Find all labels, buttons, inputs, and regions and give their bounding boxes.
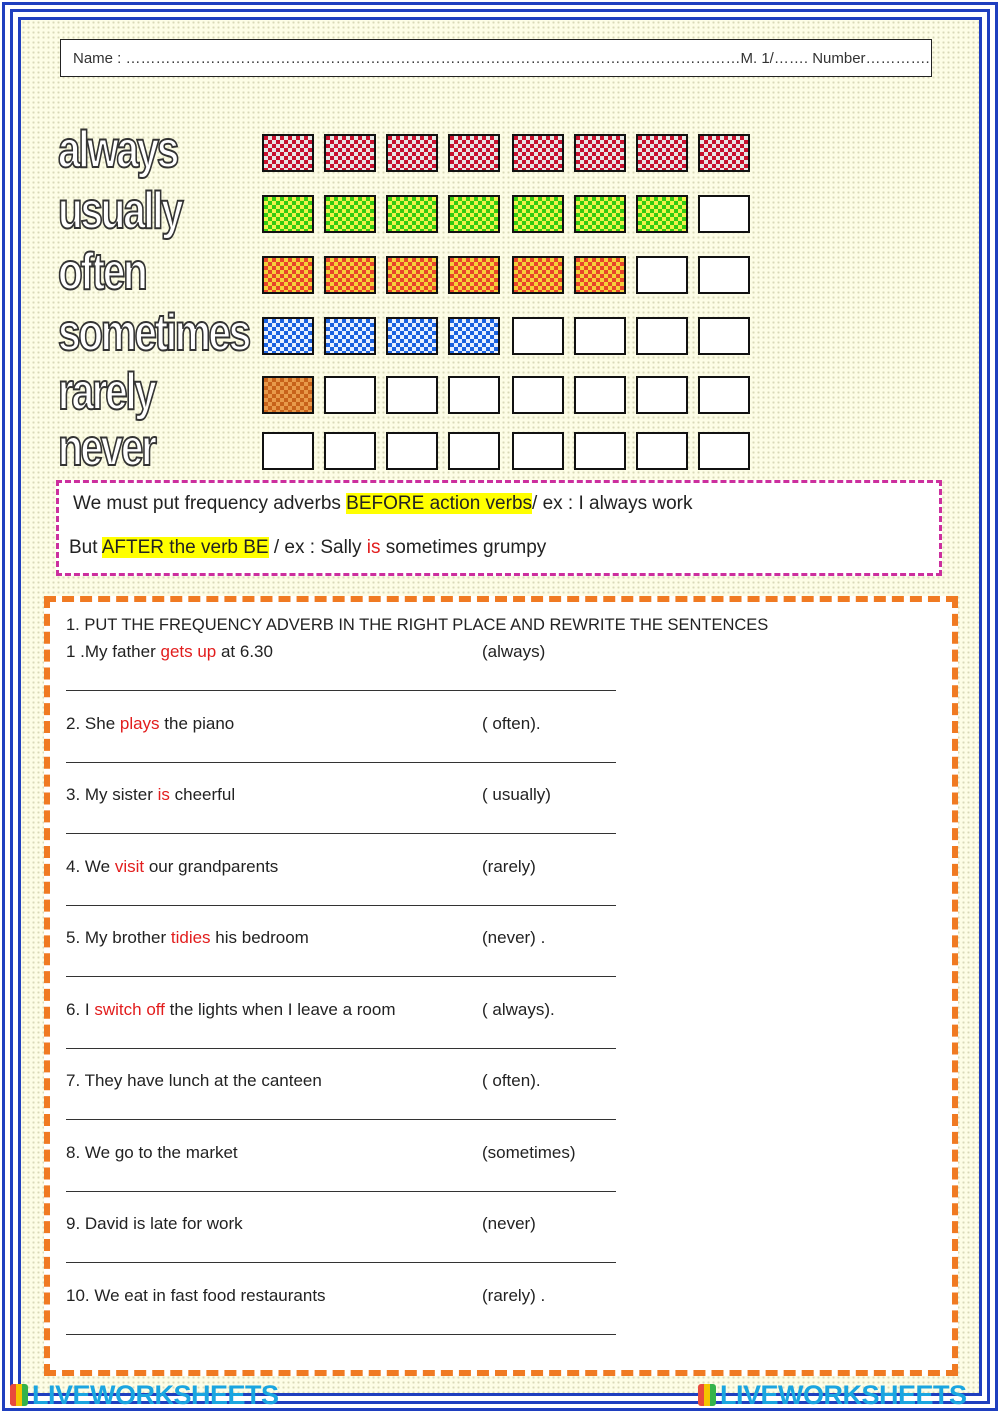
- frequency-box-empty: [698, 432, 750, 470]
- frequency-box-empty: [386, 432, 438, 470]
- adverb-word: rarely: [58, 363, 155, 421]
- frequency-box-filled: [262, 134, 314, 172]
- frequency-box-filled: [636, 195, 688, 233]
- answer-line[interactable]: [66, 754, 616, 763]
- rule-verb-be: is: [366, 537, 381, 558]
- frequency-box-empty: [512, 317, 564, 355]
- highlighted-verb: switch off: [94, 999, 165, 1019]
- frequency-box-filled: [386, 317, 438, 355]
- frequency-box-empty: [448, 376, 500, 414]
- sentence: 8. We go to the market: [66, 1142, 238, 1162]
- frequency-box-filled: [574, 195, 626, 233]
- frequency-box-filled: [698, 134, 750, 172]
- frequency-box-filled: [636, 134, 688, 172]
- exercise-item: [66, 714, 626, 784]
- frequency-box-empty: [512, 432, 564, 470]
- adverb-hint: ( usually): [482, 785, 551, 804]
- frequency-box-filled: [448, 317, 500, 355]
- frequency-box-empty: [636, 376, 688, 414]
- adverb-hint: ( often).: [482, 1071, 541, 1090]
- answer-line[interactable]: [66, 1254, 616, 1263]
- frequency-box-empty: [512, 376, 564, 414]
- answer-line[interactable]: [66, 1183, 616, 1192]
- answer-line[interactable]: [66, 1111, 616, 1120]
- frequency-box-empty: [636, 432, 688, 470]
- frequency-box-empty: [448, 432, 500, 470]
- sentence: 10. We eat in fast food restaurants: [66, 1285, 326, 1305]
- rule-line-before: [73, 493, 693, 515]
- rule-highlight-after: AFTER the verb BE: [101, 537, 269, 558]
- answer-line[interactable]: [66, 825, 616, 834]
- frequency-box-filled: [448, 134, 500, 172]
- frequency-box-empty: [698, 195, 750, 233]
- frequency-box-filled: [386, 256, 438, 294]
- rule-example: / ex : I always work: [532, 493, 693, 514]
- highlighted-verb: plays: [119, 713, 160, 733]
- frequency-box-filled: [262, 376, 314, 414]
- adverb-hint: (always): [482, 642, 546, 661]
- frequency-box-filled: [448, 256, 500, 294]
- adverb-word: often: [58, 243, 146, 301]
- sentence: 7. They have lunch at the canteen: [66, 1071, 322, 1090]
- rule-line-after: [69, 537, 546, 559]
- adverb-hint: (rarely): [482, 856, 536, 876]
- sentence: 1 .My father gets up at 6.30: [66, 642, 273, 661]
- adverb-word: sometimes: [58, 304, 249, 362]
- highlighted-verb: tidies: [170, 928, 211, 947]
- rule-text: But: [69, 537, 102, 558]
- frequency-box-filled: [512, 195, 564, 233]
- frequency-box-empty: [574, 376, 626, 414]
- liveworksheets-logo-right: LIVEWORKSHEETS: [698, 1380, 967, 1411]
- adverb-hint: ( always).: [482, 999, 555, 1019]
- exercise-item: [66, 1143, 626, 1213]
- frequency-box-empty: [386, 376, 438, 414]
- highlighted-verb: is: [157, 785, 170, 804]
- frequency-box-filled: [574, 134, 626, 172]
- adverb-hint: (never) .: [482, 928, 546, 947]
- sentence: 6. I switch off the lights when I leave a room: [66, 999, 396, 1019]
- exercise-item: [66, 857, 626, 927]
- answer-line[interactable]: [66, 1326, 616, 1335]
- frequency-box-empty: [698, 376, 750, 414]
- frequency-box-empty: [574, 317, 626, 355]
- logo-mark-icon: [10, 1384, 28, 1406]
- exercise-item: [66, 1000, 626, 1070]
- frequency-box-filled: [262, 256, 314, 294]
- adverb-word: never: [58, 419, 155, 477]
- frequency-box-empty: [636, 317, 688, 355]
- frequency-box-filled: [386, 195, 438, 233]
- frequency-box-empty: [262, 432, 314, 470]
- adverb-hint: (sometimes): [482, 1142, 576, 1162]
- answer-line[interactable]: [66, 1040, 616, 1049]
- exercise-item: [66, 1286, 626, 1356]
- logo-mark-icon: [698, 1384, 716, 1406]
- adverb-word: usually: [58, 182, 182, 240]
- exercise-box: [44, 596, 958, 1376]
- sentence: 2. She plays the piano: [66, 713, 235, 733]
- highlighted-verb: gets up: [160, 642, 217, 661]
- sentence: 4. We visit our grandparents: [66, 856, 279, 876]
- exercise-item: [66, 1071, 626, 1141]
- frequency-box-filled: [324, 134, 376, 172]
- highlighted-verb: visit: [114, 856, 145, 876]
- exercise-instruction: 1. PUT THE FREQUENCY ADVERB IN THE RIGHT PLACE AND REWRITE THE SENTENCES: [66, 616, 769, 634]
- adverb-word: always: [58, 121, 178, 179]
- frequency-box-empty: [698, 317, 750, 355]
- frequency-box-empty: [636, 256, 688, 294]
- frequency-box-empty: [324, 376, 376, 414]
- sentence: 5. My brother tidies his bedroom: [66, 928, 309, 947]
- exercise-item: [66, 785, 626, 855]
- frequency-box-filled: [574, 256, 626, 294]
- grammar-rule-box: [56, 480, 942, 576]
- frequency-box-filled: [512, 134, 564, 172]
- sentence: 9. David is late for work: [66, 1214, 243, 1233]
- adverb-hint: ( often).: [482, 713, 541, 733]
- frequency-box-filled: [262, 317, 314, 355]
- frequency-box-filled: [448, 195, 500, 233]
- exercise-item: [66, 642, 626, 712]
- sentence: 3. My sister is cheerful: [66, 785, 236, 804]
- frequency-box-filled: [512, 256, 564, 294]
- name-field[interactable]: Name : ……………………………………………………………………………………………………………M. 1/……. Number………….: [60, 39, 932, 77]
- frequency-box-filled: [262, 195, 314, 233]
- answer-line[interactable]: [66, 968, 616, 977]
- rule-example: / ex : Sally: [268, 537, 367, 558]
- exercise-item: [66, 1214, 626, 1284]
- exercise-item: [66, 928, 626, 998]
- adverb-hint: (rarely) .: [482, 1285, 546, 1305]
- answer-line[interactable]: [66, 682, 616, 691]
- frequency-box-filled: [324, 317, 376, 355]
- answer-line[interactable]: [66, 897, 616, 906]
- liveworksheets-logo-left: LIVEWORKSHEETS: [10, 1380, 279, 1411]
- frequency-box-empty: [324, 432, 376, 470]
- frequency-box-filled: [324, 256, 376, 294]
- rule-highlight-before: BEFORE action verbs: [346, 493, 533, 514]
- frequency-box-filled: [386, 134, 438, 172]
- frequency-box-filled: [324, 195, 376, 233]
- adverb-hint: (never): [482, 1214, 536, 1233]
- frequency-box-empty: [698, 256, 750, 294]
- rule-text: We must put frequency adverbs: [73, 493, 347, 514]
- rule-example-end: sometimes grumpy: [380, 537, 547, 558]
- frequency-box-empty: [574, 432, 626, 470]
